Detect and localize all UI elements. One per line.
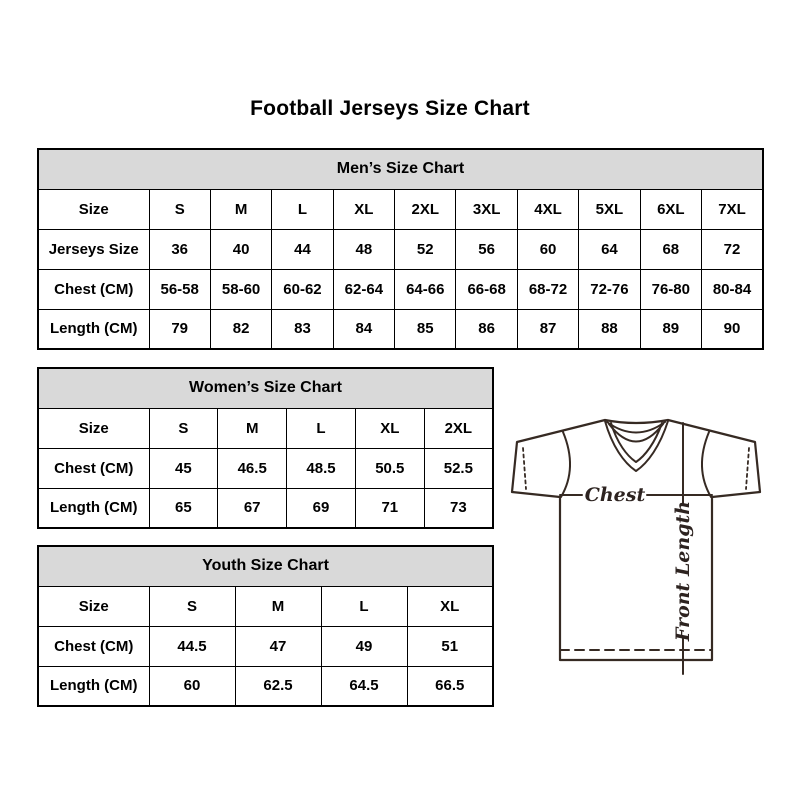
table-row <box>38 269 763 309</box>
value-cell: 36 <box>149 229 210 269</box>
table-row <box>38 666 493 706</box>
value-cell: 89 <box>640 309 701 349</box>
row-header-cell: Chest (CM) <box>38 626 149 666</box>
value-cell: 5XL <box>579 189 640 229</box>
table-row <box>38 586 493 626</box>
table-title: Youth Size Chart <box>38 546 493 586</box>
row-header-cell: Length (CM) <box>38 666 149 706</box>
value-cell: S <box>149 189 210 229</box>
row-header-cell: Size <box>38 189 149 229</box>
value-cell: 51 <box>407 626 493 666</box>
value-cell: 48 <box>333 229 394 269</box>
value-cell: M <box>218 408 287 448</box>
value-cell: 68-72 <box>517 269 578 309</box>
value-cell: M <box>235 586 321 626</box>
value-cell: M <box>210 189 271 229</box>
left-sleeve-seam <box>561 432 570 497</box>
value-cell: 3XL <box>456 189 517 229</box>
value-cell: 56-58 <box>149 269 210 309</box>
value-cell: S <box>149 408 218 448</box>
value-cell: 7XL <box>702 189 763 229</box>
value-cell: 79 <box>149 309 210 349</box>
row-header-cell: Size <box>38 408 149 448</box>
value-cell: 85 <box>395 309 456 349</box>
row-header-cell: Size <box>38 586 149 626</box>
table-row <box>38 448 493 488</box>
value-cell: 72-76 <box>579 269 640 309</box>
left-cuff-stitch <box>523 448 526 489</box>
table-row <box>38 626 493 666</box>
value-cell: 87 <box>517 309 578 349</box>
value-cell: 6XL <box>640 189 701 229</box>
value-cell: 82 <box>210 309 271 349</box>
value-cell: 86 <box>456 309 517 349</box>
value-cell: 4XL <box>517 189 578 229</box>
table-title: Men’s Size Chart <box>38 149 763 189</box>
value-cell: L <box>321 586 407 626</box>
value-cell: 69 <box>287 488 356 528</box>
value-cell: 73 <box>424 488 493 528</box>
value-cell: 58-60 <box>210 269 271 309</box>
value-cell: 60 <box>149 666 235 706</box>
row-header-cell: Chest (CM) <box>38 448 149 488</box>
value-cell: 72 <box>702 229 763 269</box>
value-cell: XL <box>407 586 493 626</box>
value-cell: 48.5 <box>287 448 356 488</box>
table-row <box>38 408 493 448</box>
value-cell: 40 <box>210 229 271 269</box>
value-cell: L <box>287 408 356 448</box>
value-cell: L <box>272 189 333 229</box>
value-cell: 64.5 <box>321 666 407 706</box>
value-cell: XL <box>333 189 394 229</box>
row-header-cell: Chest (CM) <box>38 269 149 309</box>
value-cell: 46.5 <box>218 448 287 488</box>
value-cell: 2XL <box>424 408 493 448</box>
table-row <box>38 488 493 528</box>
value-cell: 71 <box>355 488 424 528</box>
right-sleeve-seam <box>702 432 711 497</box>
value-cell: 84 <box>333 309 394 349</box>
jersey-measurement-diagram <box>505 398 775 688</box>
row-header-cell: Length (CM) <box>38 309 149 349</box>
value-cell: 56 <box>456 229 517 269</box>
value-cell: 90 <box>702 309 763 349</box>
row-header-cell: Length (CM) <box>38 488 149 528</box>
value-cell: S <box>149 586 235 626</box>
value-cell: 88 <box>579 309 640 349</box>
value-cell: 44.5 <box>149 626 235 666</box>
right-cuff-stitch <box>746 448 749 489</box>
womens-size-chart-table <box>37 367 494 529</box>
value-cell: 62-64 <box>333 269 394 309</box>
table-row <box>38 189 763 229</box>
chest-label: Chest <box>584 484 646 506</box>
youth-size-chart-table <box>37 545 494 707</box>
value-cell: 47 <box>235 626 321 666</box>
value-cell: 52 <box>395 229 456 269</box>
value-cell: 68 <box>640 229 701 269</box>
value-cell: 64 <box>579 229 640 269</box>
value-cell: 80-84 <box>702 269 763 309</box>
front-length-label: Front Length <box>672 500 694 642</box>
page-title: Football Jerseys Size Chart <box>250 97 530 120</box>
value-cell: 60-62 <box>272 269 333 309</box>
value-cell: 66-68 <box>456 269 517 309</box>
value-cell: 45 <box>149 448 218 488</box>
value-cell: 65 <box>149 488 218 528</box>
value-cell: 44 <box>272 229 333 269</box>
value-cell: 76-80 <box>640 269 701 309</box>
value-cell: 66.5 <box>407 666 493 706</box>
value-cell: 62.5 <box>235 666 321 706</box>
value-cell: 60 <box>517 229 578 269</box>
table-row <box>38 229 763 269</box>
value-cell: 67 <box>218 488 287 528</box>
value-cell: 64-66 <box>395 269 456 309</box>
value-cell: 49 <box>321 626 407 666</box>
jersey-outline <box>512 420 760 660</box>
value-cell: 50.5 <box>355 448 424 488</box>
mens-size-chart-table <box>37 148 764 350</box>
table-row <box>38 309 763 349</box>
value-cell: 2XL <box>395 189 456 229</box>
value-cell: 83 <box>272 309 333 349</box>
value-cell: XL <box>355 408 424 448</box>
table-title: Women’s Size Chart <box>38 368 493 408</box>
value-cell: 52.5 <box>424 448 493 488</box>
row-header-cell: Jerseys Size <box>38 229 149 269</box>
